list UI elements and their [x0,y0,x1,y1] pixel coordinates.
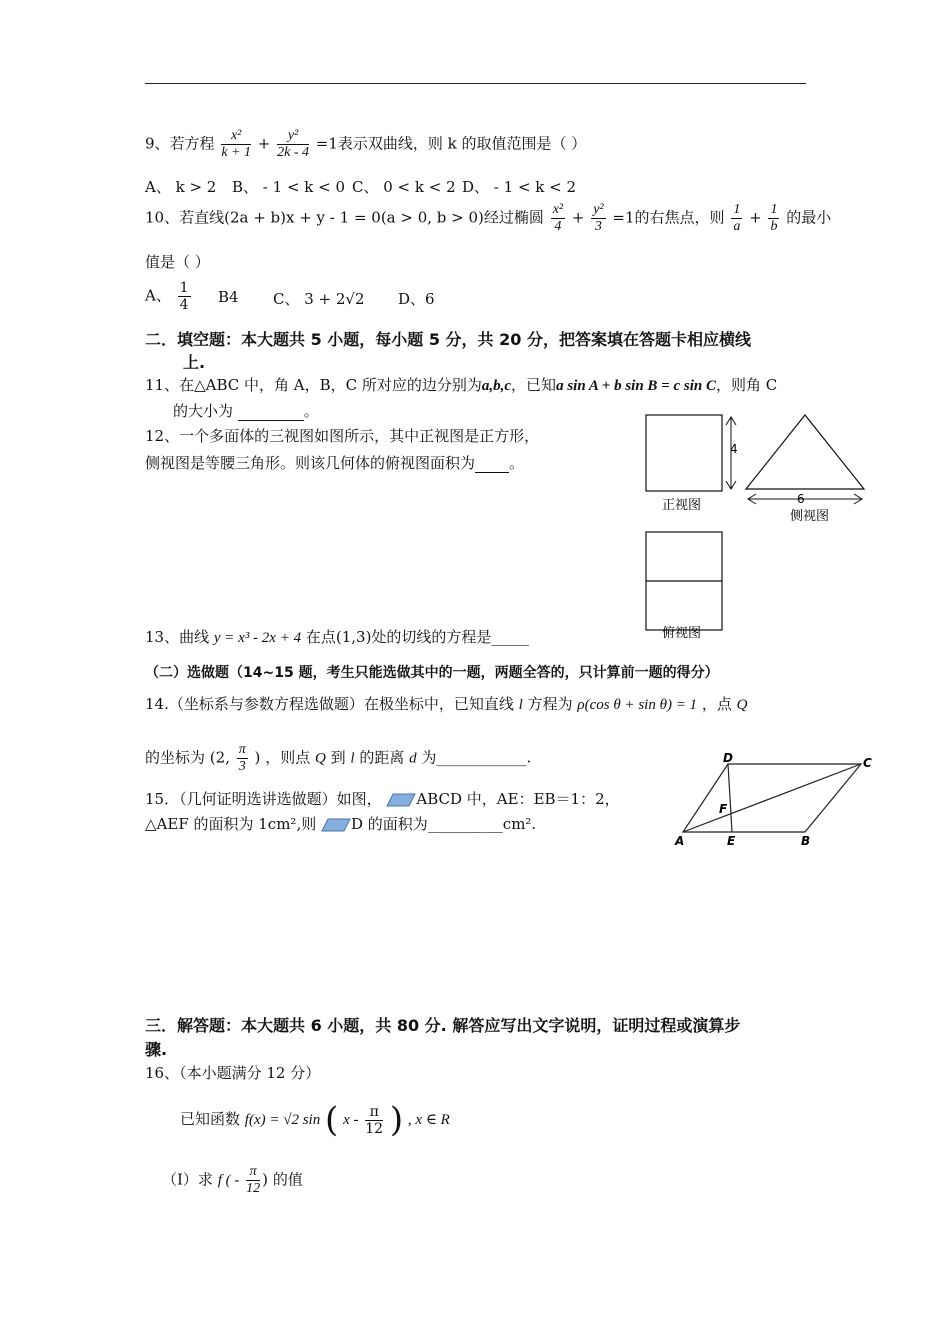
question-10-option-a: A、 $\frac{1}{4}$ [145,280,189,313]
question-10-line2: 值是（ ） [145,253,210,271]
optional-section-title: （二）选做题（14~15 题，考生只能选做其中的一题，两题全答的，只计算前一题的得分） [145,665,719,681]
parallelogram-symbol-icon [386,793,416,807]
header-rule [145,83,806,84]
front-view-label: 正视图 [662,498,702,513]
question-9-option-c: C、 0 < k < 2 [352,178,456,196]
question-9-option-b: B、 - 1 < k < 0 [232,178,346,196]
section-3-title: 三．解答题：本大题共 6 小题，共 80 分. 解答应写出文字说明，证明过程或演算步 [145,1016,741,1035]
question-11-line2: 的大小为 。 [173,402,319,420]
section-2-title: 二．填空题：本大题共 5 小题，每小题 5 分，共 20 分，把答案填在答题卡相应横线 [145,330,751,349]
section-2-title-cont: 上. [183,353,206,372]
question-16-header: 16、（本小题满分 12 分） [145,1064,321,1082]
diagonal-AC [683,764,861,832]
front-view-square [646,415,722,491]
answer-blank-11[interactable] [238,402,304,421]
point-C-label: C [863,756,872,770]
question-10-option-c: C、 3 + 2√2 [273,290,365,308]
dim-width-label: 6 [797,492,805,506]
question-10-option-b: B4 [218,288,239,306]
parallelogram-symbol-icon [321,818,351,832]
question-12-line2: 侧视图是等腰三角形。则该几何体的俯视图面积为 。 [145,454,525,472]
question-13: 13、曲线 y = x³ - 2x + 4 在点(1,3)处的切线的方程是_____ [145,628,529,646]
question-12-line1: 12、一个多面体的三视图如图所示，其中正视图是正方形， [145,427,540,445]
question-16-part1: （Ⅰ）求 f ( - $\frac{\pi}{12}$ ) 的值 [162,1164,303,1196]
question-10: 10、若直线(2a + b)x + y - 1 = 0(a > 0, b > 0)经过椭圆 $\frac{\text{x²}}{4}$ + $\frac{\text{y²}}{3}$ =1的右焦点，则 $\frac{1}{a}$ + $\frac{1}{b}$ 的最小 [145,202,832,234]
point-B-label: B [801,834,811,848]
three-view-figure [640,405,880,645]
question-16-given: 已知函数 f(x) = √2 sin ( x - $\frac{\pi}{12}$ ) , x ∈ R [180,1100,450,1140]
question-9-option-a: A、 k > 2 [145,178,217,196]
top-view-label: 俯视图 [662,626,702,641]
question-10-option-d: D、6 [398,290,435,308]
point-A-label: A [675,834,685,848]
answer-blank-12[interactable] [475,454,509,473]
point-F-label: F [719,802,728,816]
parallelogram-figure [668,750,880,850]
segment-DE [728,764,732,832]
point-D-label: D [723,751,733,765]
question-9: 9、若方程 $\frac{\text{x²}}{k + 1}$ + $\frac{\text{y²}}{2k - 4}$ =1表示双曲线，则 k 的取值范围是（ ） [145,128,587,160]
section-3-title-cont: 骤. [145,1040,168,1059]
dim-height-label: 4 [730,442,738,456]
side-view-triangle [746,415,864,489]
question-14: 14.（坐标系与参数方程选做题）在极坐标中，已知直线 l 方程为 ρ(cos θ + sin θ) = 1 ，点 Q [145,695,748,713]
question-11: 11、在△ABC 中，角 A，B，C 所对应的边分别为a,b,c，已知a sin A + b sin B = c sin C，则角 C [145,376,778,394]
side-view-label: 侧视图 [790,509,830,524]
point-E-label: E [727,834,736,848]
question-14-line2: 的坐标为 (2, $\frac{\pi}{3}$ ) ，则点 Q 到 l 的距离 d 为____________. [145,742,532,774]
question-15-line1: 15．（几何证明选讲选做题）如图， ABCD 中，AE：EB＝1：2， [145,790,620,808]
question-9-option-d: D、 - 1 < k < 2 [462,178,577,196]
question-15-line2: △AEF 的面积为 1cm²,则 D 的面积为__________cm². [145,815,537,833]
